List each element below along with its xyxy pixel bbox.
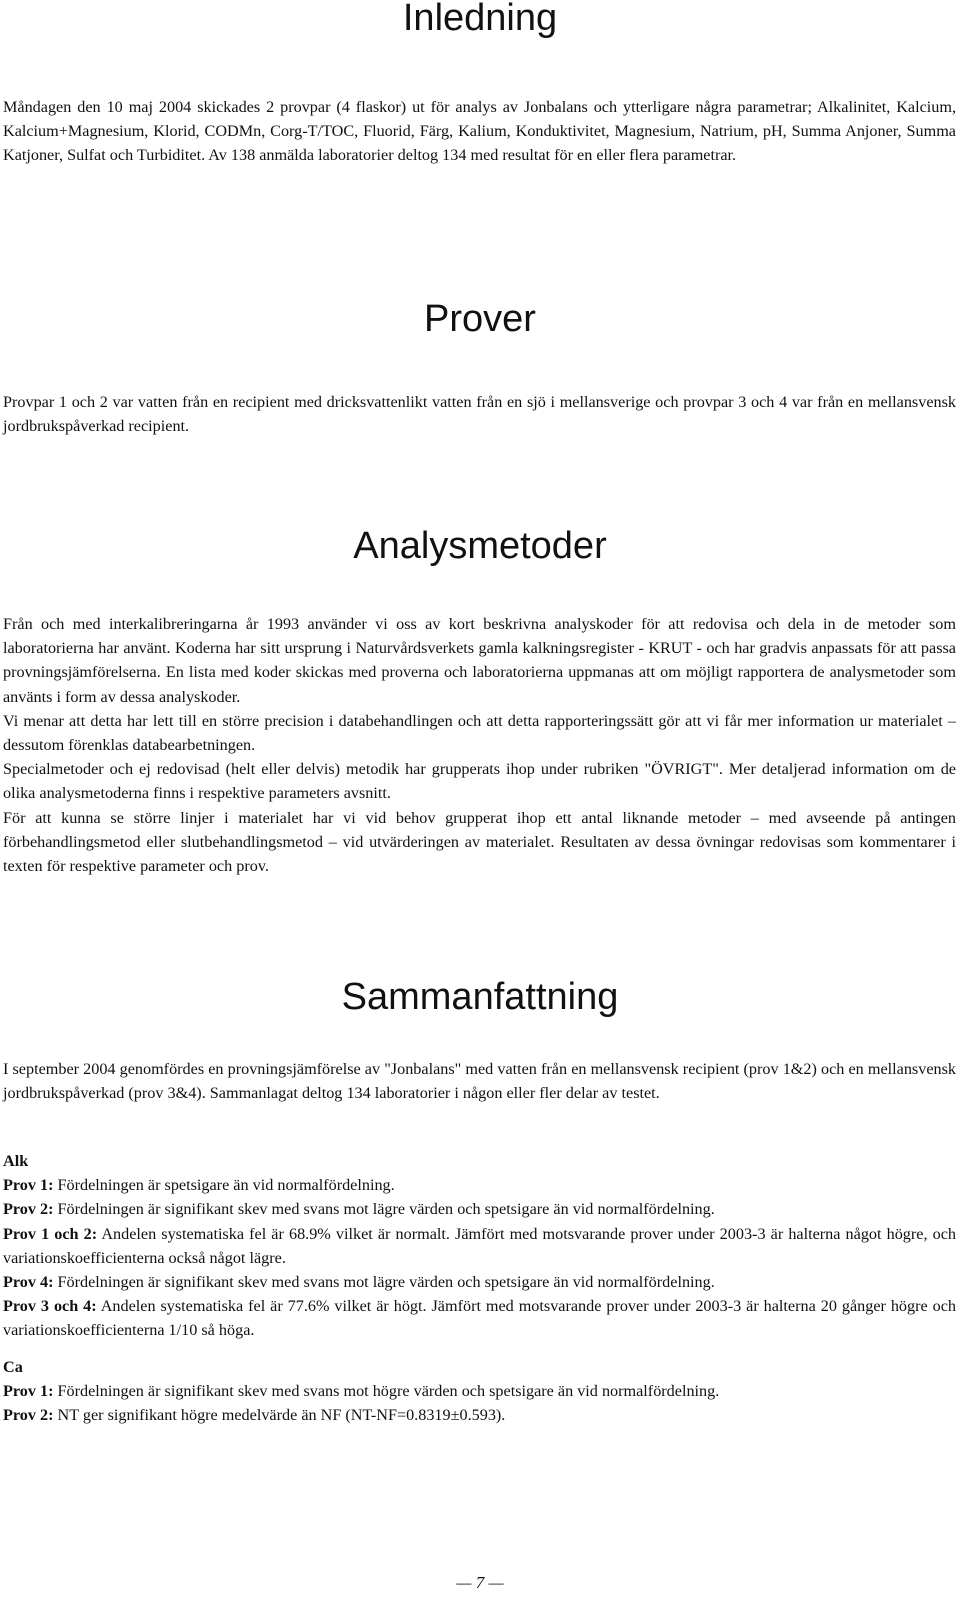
analys-paragraph-1: Från och med interkalibreringarna år 1993 använder vi oss av kort beskrivna analyskoder för att redovisa och dela in de metoder som laboratorierna har använt. Koderna har sitt ursprung i Naturvårdsverkets gamla kalkningsregister - KRUT - och har gradvis anpassats för att passa provningsjämförelserna. En lista med koder skickas med proverna och laboratorierna uppmanas att om möjligt rapportera de analysmetoder som använts i form av dessa analyskoder. (3, 615, 956, 706)
analys-paragraph-3: Specialmetoder och ej redovisad (helt eller delvis) metodik har grupperats ihop under rubriken "ÖVRIGT". Mer detaljerad information om de olika analysmetoderna finns i respektive parameters avsnitt. (3, 760, 956, 803)
alk-item-label: Prov 2: (3, 1200, 54, 1219)
alk-item-text: Fördelningen är signifikant skev med svans mot lägre värden och spetsigare än vid normalfördelning. (53, 1200, 715, 1219)
ca-item-label: Prov 2: (3, 1406, 54, 1425)
ca-section (3, 1355, 956, 1428)
alk-item-label: Prov 1: (3, 1176, 54, 1195)
alk-item-label: Prov 1 och 2: (3, 1224, 98, 1243)
inledning-paragraph: Måndagen den 10 maj 2004 skickades 2 provpar (4 flaskor) ut för analys av Jonbalans och ytterligare några parametrar; Alkalinitet, Kalcium, Kalcium+Magnesium, Klorid, CODMn, Corg-T/TOC, Fluorid, Färg, Kalium, Konduktivitet, Magnesium, Natrium, pH, Summa Anjoner, Summa Katjoner, Sulfat och Turbiditet. Av 138 anmälda laboratorier deltog 134 med resultat för en eller flera parametrar. (3, 98, 956, 165)
alk-title: Alk (3, 1152, 29, 1170)
ca-item (3, 1379, 956, 1403)
alk-item-text: Fördelningen är signifikant skev med svans mot lägre värden och spetsigare än vid normalfördelning. (53, 1273, 715, 1292)
alk-section (3, 1149, 956, 1343)
analys-paragraph-2: Vi menar att detta har lett till en större precision i databehandlingen och att detta rapporteringssätt gör att vi får mer information ur materialet – dessutom förenklas databearbetningen. (3, 711, 956, 755)
analys-paragraph-4: För att kunna se större linjer i materialet har vi vid behov grupperat ihop ett antal liknande metoder – med avseende på antingen förbehandlingsmetod eller slutbehandlingsmetod – vid utvärderingen av materialet. Resultaten av dessa övningar redovisas som kommentarer i texten för respektive parameter och prov. (3, 808, 956, 876)
alk-item (3, 1197, 956, 1221)
alk-item-text: Fördelningen är spetsigare än vid normalfördelning. (53, 1176, 395, 1195)
heading-prover: Prover (424, 298, 536, 340)
ca-item (3, 1403, 956, 1427)
alk-item (3, 1270, 956, 1294)
sammanfattning-paragraph: I september 2004 genomfördes en provningsjämförelse av "Jonbalans" med vatten från en mellansvensk recipient (prov 1&2) och en mellansvensk jordbrukspåverkad (prov 3&4). Sammanlagat deltog 134 laboratorier i någon eller fler delar av testet. (3, 1060, 956, 1103)
heading-sammanfattning: Sammanfattning (341, 976, 619, 1018)
ca-item-text: Fördelningen är signifikant skev med svans mot högre värden och spetsigare än vid normalfördelning. (53, 1382, 720, 1401)
alk-item-label: Prov 3 och 4: (3, 1297, 97, 1316)
ca-title: Ca (3, 1358, 23, 1376)
heading-analysmetoder: Analysmetoder (353, 525, 607, 567)
alk-item-label: Prov 4: (3, 1273, 54, 1292)
alk-item-text: Andelen systematiska fel är 77.6% vilket är högt. Jämfört med motsvarande prover under 2003-3 är halterna 20 gånger högre och variationskoefficienterna 1/10 så höga. (3, 1297, 957, 1340)
prover-paragraph: Provpar 1 och 2 var vatten från en recipient med dricksvattenlikt vatten från en sjö i mellansverige och provpar 3 och 4 var från en mellansvensk jordbrukspåverkad recipient. (3, 393, 956, 436)
heading-inledning: Inledning (402, 0, 558, 39)
ca-item-text: NT ger signifikant högre medelvärde än NF (NT-NF=0.8319±0.593). (53, 1406, 506, 1425)
alk-item (3, 1294, 956, 1342)
alk-item (3, 1222, 956, 1270)
analysmetoder-section (3, 612, 956, 878)
page-number: — 7 — (456, 1573, 504, 1592)
ca-item-label: Prov 1: (3, 1382, 54, 1401)
alk-item-text: Andelen systematiska fel är 68.9% vilket är normalt. Jämfört med motsvarande prover under 2003-3 är halterna något högre, och variationskoefficienterna också något lägre. (3, 1224, 956, 1267)
alk-item (3, 1173, 956, 1197)
